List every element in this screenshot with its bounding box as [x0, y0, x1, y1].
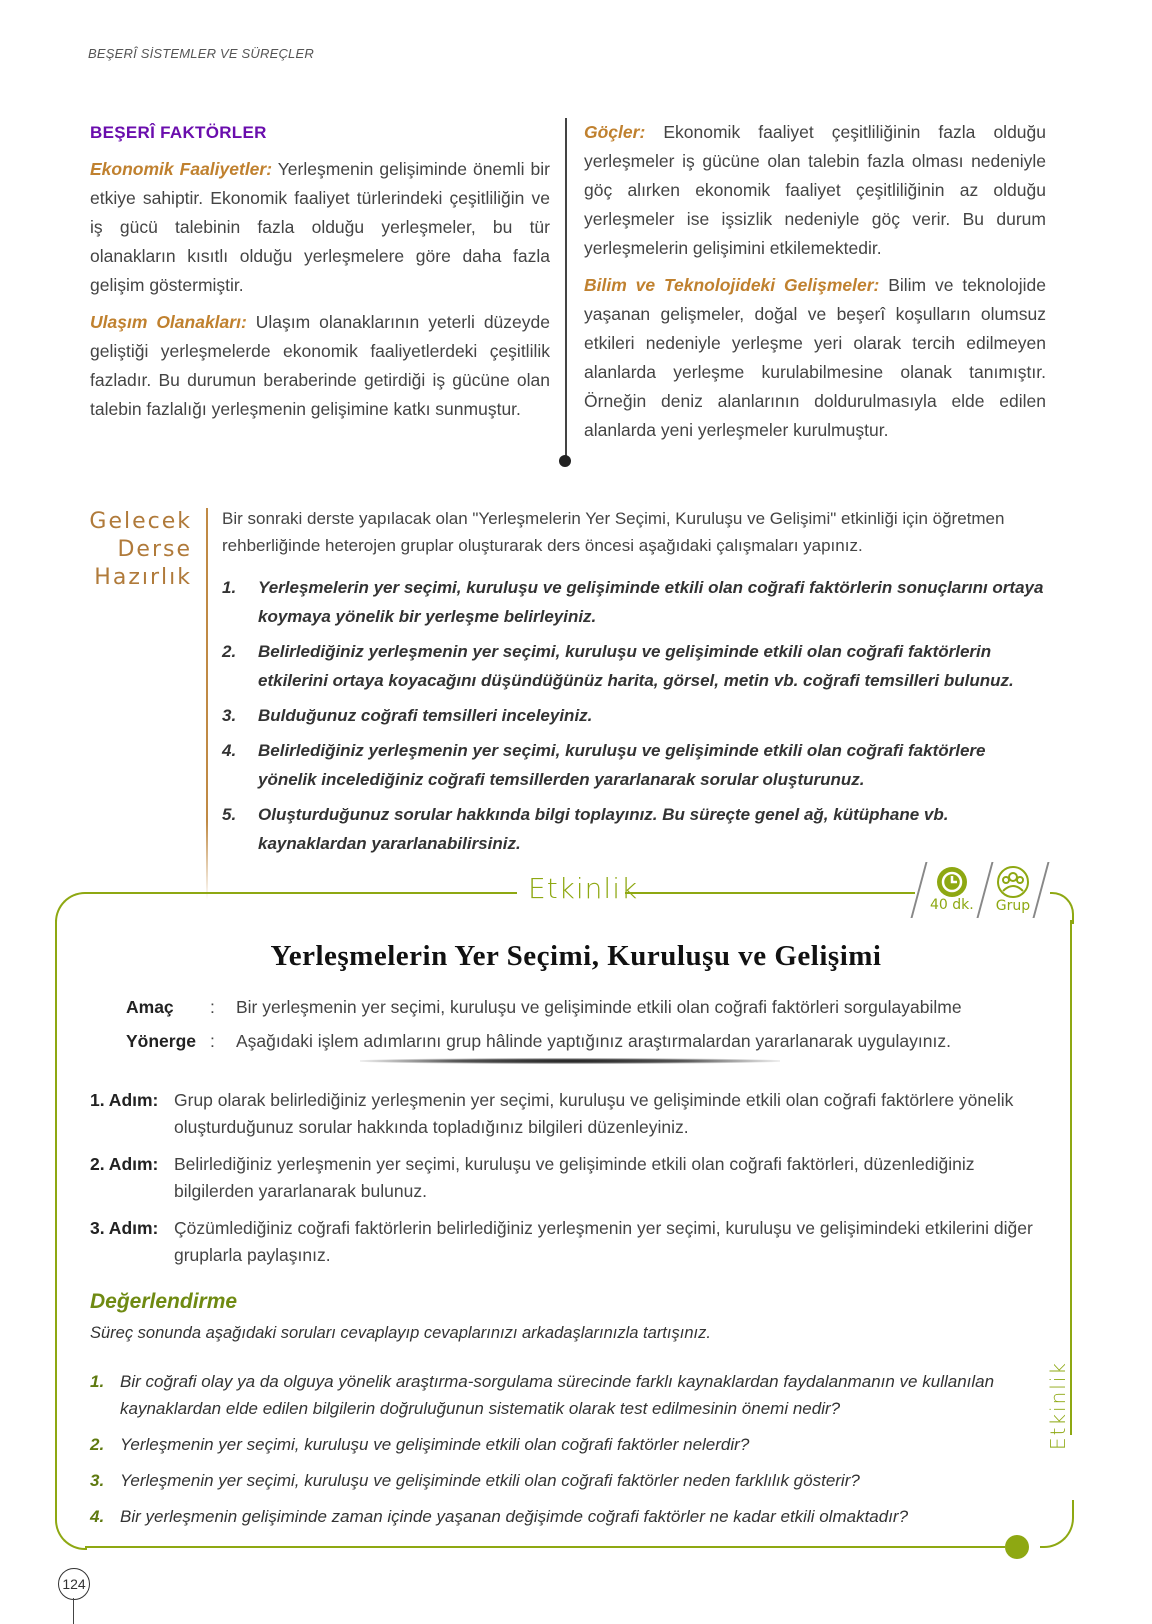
prep-item-number: 3. — [222, 706, 237, 725]
activity-meta — [126, 990, 962, 1058]
step-text: Belirlediğiniz yerleşmenin yer seçimi, kuruluşu ve gelişiminde etkili olan coğrafi faktörleri, düzenlediğiniz bilgilerden yararlanarak bulunuz. — [174, 1154, 975, 1201]
right-column — [584, 118, 1046, 453]
step-key: 2. Adım: — [90, 1154, 159, 1174]
clock-icon — [937, 867, 967, 897]
prep-item-number: 4. — [222, 741, 237, 760]
activity-frame-bottom — [85, 1546, 1005, 1548]
paragraph-text: Bilim ve teknolojide yaşanan gelişmeler, doğal ve beşerî koşulların olumsuz etkileri nedeniyle yerleşme yeri olarak tercih edilmeyen alanlarda yerleşme kurulabilmesine olanak tanımıştır. Örneğin deniz alanlarının doldurulmasıyla elde edilen alanlarda yeni yerleşmeler kurulmuştur. — [584, 275, 1046, 440]
activity-frame-bottom-right — [1040, 1500, 1074, 1548]
meta-value: Aşağıdaki işlem adımlarını grup hâlinde yaptığınız araştırmalardan yararlanarak uygulayınız. — [236, 1031, 951, 1051]
prep-label — [70, 508, 192, 592]
prep-item-text: Oluşturduğunuz sorular hakkında bilgi toplayınız. Bu süreçte genel ağ, kütüphane vb. kaynaklardan yararlanabilirsiniz. — [258, 805, 949, 853]
prep-item-number: 2. — [222, 642, 237, 661]
activity-badges — [918, 862, 1042, 918]
page-number-line — [73, 1598, 74, 1624]
prep-intro: Bir sonraki derste yapılacak olan "Yerleşmelerin Yer Seçimi, Kuruluşu ve Gelişimi" etkinliği için öğretmen rehberliğinde heterojen gruplar oluşturarak ders öncesi aşağıdaki çalışmaları yapınız. — [222, 509, 1005, 555]
evaluation-item — [90, 1503, 1040, 1530]
step-key: 3. Adım: — [90, 1218, 159, 1238]
evaluation-list — [90, 1368, 1040, 1539]
evaluation-number: 3. — [90, 1471, 105, 1490]
lead-term: Ulaşım Olanakları: — [90, 312, 247, 332]
activity-frame-top-left — [55, 892, 517, 924]
activity-frame-left — [55, 920, 87, 1550]
prep-bar — [206, 508, 208, 900]
evaluation-text: Bir coğrafi olay ya da olguya yönelik araştırma-sorgulama sürecinde farklı kaynaklardan faydalanmanın ve kullanılan kaynaklardan elde edilen bilgilerin doğruluğunun sistematik olarak test edilmesinin önemi nedir? — [120, 1372, 995, 1418]
prep-item-text: Belirlediğiniz yerleşmenin yer seçimi, kuruluşu ve gelişiminde etkili olan coğrafi faktörlerin etkilerini ortaya koyacağını düşündüğünüz harita, görsel, metin vb. coğrafi temsilleri bulunuz. — [258, 642, 1014, 690]
prep-list — [222, 573, 1048, 858]
meta-value: Bir yerleşmenin yer seçimi, kuruluşu ve gelişiminde etkili olan coğrafi faktörleri sorgulayabilme — [236, 997, 962, 1017]
column-divider — [565, 118, 567, 458]
meta-row-aim: Amaç : Bir yerleşmenin yer seçimi, kuruluşu ve gelişiminde etkili olan coğrafi faktörleri sorgulayabilme — [126, 990, 962, 1024]
mode-label: Grup — [995, 898, 1031, 914]
section-title: BEŞERÎ FAKTÖRLER — [90, 123, 267, 142]
activity-steps — [90, 1087, 1050, 1279]
paragraph-text: Ulaşım olanaklarının yeterli düzeyde geliştiği yerleşmelerde ekonomik faaliyetlerdeki çeşitlilik fazladır. Bu durumun beraberinde getirdiği iş gücüne olan talebin fazlalığı yerleşmenin gelişimine katkı sunmuştur. — [90, 312, 550, 419]
step-item — [90, 1151, 1050, 1205]
activity-side-label: Etkinlik — [1046, 1361, 1070, 1450]
prep-item-number: 5. — [222, 805, 237, 824]
prep-label-line: Derse — [117, 537, 192, 562]
badge-separator — [976, 862, 993, 918]
evaluation-text: Yerleşmenin yer seçimi, kuruluşu ve gelişiminde etkili olan coğrafi faktörler neden farklılık gösterir? — [120, 1471, 860, 1490]
meta-key: Amaç — [126, 997, 174, 1017]
prep-item — [222, 637, 1048, 695]
prep-item-number: 1. — [222, 578, 237, 597]
badge-separator — [910, 862, 927, 918]
paragraph-science — [584, 271, 1046, 445]
section-divider — [360, 1058, 780, 1064]
activity-frame-top — [625, 892, 915, 894]
duration-badge — [930, 867, 974, 913]
evaluation-text: Bir yerleşmenin gelişiminde zaman içinde yaşanan değişimde coğrafi faktörler ne kadar etkili olmaktadır? — [120, 1507, 909, 1526]
lead-term: Göçler: — [584, 122, 646, 142]
step-text: Çözümlediğiniz coğrafi faktörlerin belirlediğiniz yerleşmenin yer seçimi, kuruluşu ve gelişimindeki etkilerini diğer gruplarla paylaşınız. — [174, 1218, 1033, 1265]
divider-dot — [559, 455, 571, 467]
activity-label: Etkinlik — [528, 872, 639, 905]
lead-term: Ekonomik Faaliyetler: — [90, 159, 273, 179]
prep-item — [222, 736, 1048, 794]
mode-badge — [996, 866, 1030, 914]
step-item — [90, 1215, 1050, 1269]
prep-label-line: Hazırlık — [94, 565, 192, 590]
meta-row-instruction: Yönerge : Aşağıdaki işlem adımlarını grup hâlinde yaptığınız araştırmalardan yararlanarak uygulayınız. — [126, 1024, 962, 1058]
meta-key: Yönerge — [126, 1031, 197, 1051]
duration-label: 40 dk. — [930, 897, 974, 913]
left-column — [90, 118, 550, 432]
paragraph-economic — [90, 155, 550, 300]
prep-label-line: Gelecek — [89, 509, 192, 534]
badge-separator — [1033, 862, 1050, 918]
step-text: Grup olarak belirlediğiniz yerleşmenin yer seçimi, kuruluşu ve gelişiminde etkili olan coğrafi faktörlere yönelik oluşturduğunuz sorular hakkında topladığınız bilgileri düzenleyiniz. — [174, 1090, 1014, 1137]
prep-item — [222, 701, 1048, 730]
lead-term: Bilim ve Teknolojideki Gelişmeler: — [584, 275, 880, 295]
page-number: 124 — [58, 1568, 90, 1600]
evaluation-number: 1. — [90, 1372, 105, 1391]
prep-item-text: Bulduğunuz coğrafi temsilleri inceleyiniz. — [258, 706, 593, 725]
paragraph-text: Yerleşmenin gelişiminde önemli bir etkiye sahiptir. Ekonomik faaliyet türlerindeki çeşitliliğin ve iş gücü talebinin fazla olduğu yerleşmeler, bu tür olanakların kısıtlı olduğu yerleşmelere göre daha fazla gelişim göstermiştir. — [90, 159, 550, 295]
paragraph-migration — [584, 118, 1046, 263]
prep-item-text: Yerleşmelerin yer seçimi, kuruluşu ve gelişiminde etkili olan coğrafi faktörlerin sonuçlarını ortaya koymaya yönelik bir yerleşme belirleyiniz. — [258, 578, 1044, 626]
prep-item — [222, 573, 1048, 631]
evaluation-number: 2. — [90, 1435, 105, 1454]
running-head: BEŞERÎ SİSTEMLER VE SÜREÇLER — [88, 46, 314, 61]
evaluation-item — [90, 1467, 1040, 1494]
group-icon — [997, 866, 1029, 898]
step-item — [90, 1087, 1050, 1141]
activity-title: Yerleşmelerin Yer Seçimi, Kuruluşu ve Gelişimi — [270, 940, 882, 972]
evaluation-title: Değerlendirme — [90, 1290, 238, 1313]
evaluation-intro: Süreç sonunda aşağıdaki soruları cevaplayıp cevaplarınızı arkadaşlarınızla tartışınız. — [90, 1324, 711, 1342]
paragraph-transport — [90, 308, 550, 424]
step-key: 1. Adım: — [90, 1090, 159, 1110]
prep-item-text: Belirlediğiniz yerleşmenin yer seçimi, kuruluşu ve gelişiminde etkili olan coğrafi faktörlere yönelik incelediğiniz coğrafi temsillerden yararlanarak sorular oluşturunuz. — [258, 741, 986, 789]
prep-section — [222, 505, 1048, 864]
evaluation-text: Yerleşmenin yer seçimi, kuruluşu ve gelişiminde etkili olan coğrafi faktörler nelerdir? — [120, 1435, 750, 1454]
evaluation-item — [90, 1368, 1040, 1422]
evaluation-item — [90, 1431, 1040, 1458]
evaluation-number: 4. — [90, 1507, 105, 1526]
activity-frame-right — [1070, 920, 1072, 1435]
paragraph-text: Ekonomik faaliyet çeşitliliğinin fazla olduğu yerleşmeler iş gücüne olan talebin fazla olması nedeniyle göç alırken ekonomik faaliyet çeşitliliğinin az olduğu yerleşmeler ise işsizlik nedeniyle göç verir. Bu durum yerleşmelerin gelişimini etkilemektedir. — [584, 122, 1046, 258]
prep-item — [222, 800, 1048, 858]
